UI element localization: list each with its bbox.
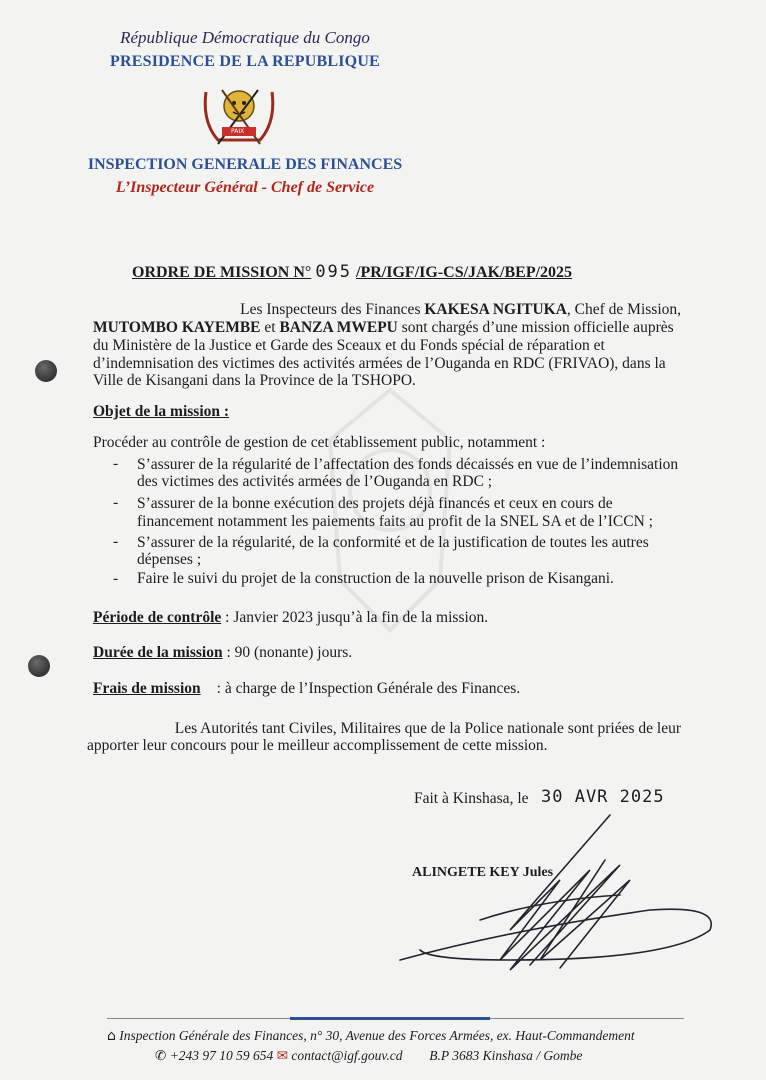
bullet-2: - bbox=[113, 494, 119, 511]
footer-address-line bbox=[107, 1028, 635, 1044]
mission-fees bbox=[93, 681, 681, 698]
mission-duration bbox=[93, 645, 681, 662]
period-of-control bbox=[93, 610, 681, 627]
emblem-motto: PAIX bbox=[231, 128, 245, 135]
institution-name: INSPECTION GENERALE DES FINANCES bbox=[87, 156, 403, 173]
presidency-title: PRESIDENCE DE LA REPUBLIQUE bbox=[110, 53, 380, 70]
order-number: 095 bbox=[315, 262, 353, 282]
inspector-3: BANZA MWEPU bbox=[279, 319, 398, 336]
document-title bbox=[132, 262, 572, 282]
title-prefix: ORDRE DE MISSION N° bbox=[132, 264, 312, 281]
intro-line-2: MUTOMBO KAYEMBE et BANZA MWEPU sont chargés d’une mission officielle auprès bbox=[93, 319, 674, 336]
object-heading: Objet de la mission : bbox=[93, 403, 230, 420]
coat-of-arms-emblem bbox=[198, 82, 280, 152]
object-item-1-line-2: des victimes des activités armées de l’Ouganda en RDC ; bbox=[137, 473, 493, 490]
object-item-1-line-1: S’assurer de la régularité de l’affectation des fonds décaissés en vue de l’indemnisation bbox=[137, 456, 679, 473]
footer-po-box: B.P 3683 Kinshasa / Gombe bbox=[429, 1048, 583, 1063]
footer-email: contact@igf.gouv.cd bbox=[291, 1048, 403, 1063]
object-item-3-line-1: S’assurer de la régularité, de la conformité et de la justification de toutes les autres bbox=[137, 534, 649, 551]
intro-line-1: Les Inspecteurs des Finances KAKESA NGITUKA, Chef de Mission, bbox=[240, 301, 681, 318]
intro-line-5: Ville de Kisangani dans la Province de la TSHOPO. bbox=[93, 372, 416, 389]
inspector-2: MUTOMBO KAYEMBE bbox=[93, 319, 261, 336]
closing-line-1: Les Autorités tant Civiles, Militaires que de la Police nationale sont priées de leur bbox=[174, 720, 681, 737]
signer-name: ALINGETE KEY Jules bbox=[412, 865, 554, 880]
footer-contact-line bbox=[155, 1048, 582, 1064]
bullet-4: - bbox=[113, 570, 119, 587]
object-item-2-line-2: financement notamment les paiements faits au profit de la SNEL SA et de l’ICCN ; bbox=[137, 513, 653, 530]
object-item-3-line-2: dépenses ; bbox=[137, 551, 202, 568]
punch-hole-top bbox=[35, 360, 57, 382]
email-icon: ✉ bbox=[276, 1048, 288, 1064]
bullet-3: - bbox=[113, 533, 119, 550]
country-name: République Démocratique du Congo bbox=[120, 28, 370, 47]
period-label: Période de contrôle bbox=[93, 609, 222, 626]
period-value: : Janvier 2023 jusqu’à la fin de la mission. bbox=[221, 609, 489, 626]
duration-value: : 90 (nonante) jours. bbox=[222, 644, 353, 661]
order-reference: /PR/IGF/IG-CS/JAK/BEP/2025 bbox=[356, 264, 573, 281]
duration-label: Durée de la mission bbox=[93, 644, 223, 661]
footer-address: Inspection Générale des Finances, n° 30, Avenue des Forces Armées, ex. Haut-Commandement bbox=[119, 1028, 635, 1043]
building-icon: ⌂ bbox=[107, 1028, 116, 1044]
object-item-4-line-1: Faire le suivi du projet de la construction de la nouvelle prison de Kisangani. bbox=[137, 570, 614, 587]
handwritten-signature bbox=[390, 810, 720, 980]
place-of-signature: Fait à Kinshasa, le bbox=[414, 790, 529, 807]
fees-value: : à charge de l’Inspection Générale des Finances. bbox=[216, 680, 521, 697]
closing-line-2: apporter leur concours pour le meilleur accomplissement de cette mission. bbox=[87, 737, 548, 754]
phone-icon: ✆ bbox=[155, 1048, 167, 1064]
object-item-2-line-1: S’assurer de la bonne exécution des projets déjà financés et ceux en cours de bbox=[137, 495, 613, 512]
object-lead: Procéder au contrôle de gestion de cet établissement public, notamment : bbox=[93, 434, 546, 451]
punch-hole-bottom bbox=[28, 655, 50, 677]
bullet-1: - bbox=[113, 455, 119, 472]
date-stamp: 30 AVR 2025 bbox=[541, 787, 665, 807]
footer-phone: +243 97 10 59 654 bbox=[169, 1048, 274, 1063]
intro-line-4: d’indemnisation des victimes des activités armées de l’Ouganda en RDC (FRIVAO), dans la bbox=[93, 355, 666, 372]
office-title: L’Inspecteur Général - Chef de Service bbox=[115, 179, 375, 196]
intro-line-3: du Ministère de la Justice et Garde des Sceaux et du Fonds spécial de réparation et bbox=[93, 337, 605, 354]
inspector-chief: KAKESA NGITUKA bbox=[424, 301, 567, 318]
footer-rule-accent bbox=[290, 1017, 490, 1020]
fees-label: Frais de mission bbox=[93, 680, 201, 697]
